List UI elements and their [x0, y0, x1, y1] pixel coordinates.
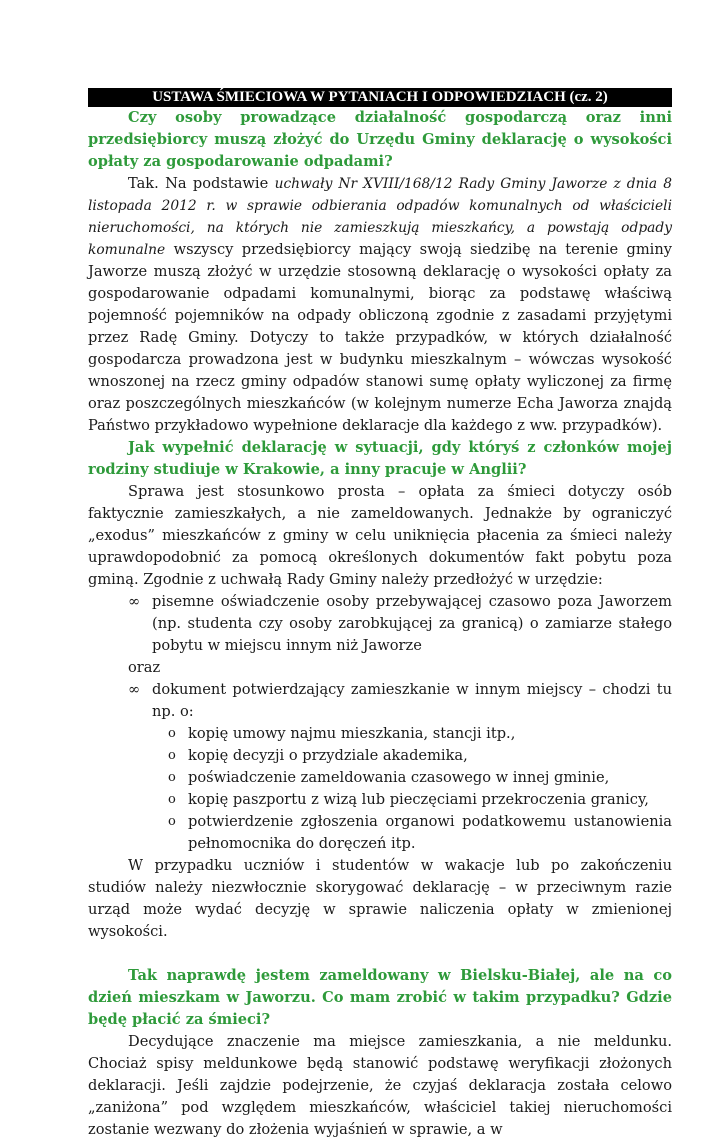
circle-bullet-icon: o — [168, 770, 176, 785]
question-3: Tak naprawdę jestem zameldowany w Bielsku-Białej, ale na co dzień mieszkam w Jaworzu. Co mam zrobić w takim przypadku? Gdzie będę płacić za śmieci? — [88, 967, 672, 1028]
answer-3: Decydujące znaczenie ma miejsce zamieszkania, a nie meldunku. Chociaż spisy meldunkowe będą stanowić podstawę weryfikacji złożonych deklaracji. Jeśli zajdzie podejrzenie, że czyjaś deklaracja została celowo „zaniżona” pod względem mieszkańców, właściciel takiej nieruchomości zostanie wezwany do złożenia wyjaśnień w sprawie, a w — [88, 1033, 672, 1138]
circle-bullet-icon: o — [168, 748, 176, 763]
list-item — [168, 723, 672, 745]
document-examples-list — [88, 723, 672, 855]
circle-bullet-icon: o — [168, 792, 176, 807]
answer-1-lead: Tak. Na podstawie — [128, 175, 275, 192]
required-documents-list — [88, 591, 672, 657]
list-item — [168, 767, 672, 789]
list-item-text: kopię umowy najmu mieszkania, stancji itp., — [188, 725, 516, 742]
list-item — [128, 591, 672, 657]
list-item-text: kopię paszportu z wizą lub pieczęciami przekroczenia granicy, — [188, 791, 649, 808]
answer-2-conclusion: W przypadku uczniów i studentów w wakacje lub po zakończeniu studiów należy niezwłocznie skorygować deklarację – w przeciwnym razie urząd może wydać decyzję w sprawie naliczenia opłaty w zmienionej wysokości. — [88, 857, 672, 940]
spacer — [88, 943, 672, 965]
question-2: Jak wypełnić deklarację w sytuacji, gdy któryś z członków mojej rodziny studiuje w Krakowie, a inny pracuje w Anglii? — [88, 439, 672, 478]
circle-bullet-icon: o — [168, 814, 176, 829]
question-1: Czy osoby prowadzące działalność gospodarczą oraz inni przedsiębiorcy muszą złożyć do Urzędu Gminy deklarację o wysokości opłaty za gospodarowanie odpadami? — [88, 109, 672, 170]
list-item — [168, 811, 672, 855]
required-documents-list-2 — [88, 679, 672, 723]
list-item — [168, 745, 672, 767]
answer-2: Sprawa jest stosunkowo prosta – opłata za śmieci dotyczy osób faktycznie zamieszkałych, a nie zameldowanych. Jednakże by ograniczyć „exodus” mieszkańców z gminy w celu uniknięcia płacenia za śmieci należy uprawdopodobnić za pomocą określonych dokumentów fakt pobytu poza gminą. Zgodnie z uchwałą Rady Gminy należy przedłożyć w urzędzie: — [88, 483, 672, 588]
infinity-bullet-icon: ∞ — [128, 681, 141, 698]
document-title: USTAWA ŚMIECIOWA W PYTANIACH I ODPOWIEDZIACH (cz. 2) — [88, 88, 672, 107]
infinity-bullet-icon: ∞ — [128, 593, 141, 610]
circle-bullet-icon: o — [168, 726, 176, 741]
list-item-text: kopię decyzji o przydziale akademika, — [188, 747, 468, 764]
list-item-text: dokument potwierdzający zamieszkanie w innym miejscy – chodzi tu np. o: — [152, 681, 672, 720]
list-item-text: potwierdzenie zgłoszenia organowi podatkowemu ustanowienia pełnomocnika do doręczeń itp. — [188, 813, 672, 852]
conjunction-text: oraz — [128, 659, 161, 676]
list-item — [128, 679, 672, 723]
answer-1-resolution-citation: uchwały Nr XVIII/168/12 Rady Gminy Jaworze z dnia 8 listopada 2012 r. w sprawie odbierania odpadów komunalnych od właścicieli nieruchomości, na których nie zamieszkują mieszkańcy, a powstają odpady komunalne — [88, 176, 672, 258]
list-item-text: pisemne oświadczenie osoby przebywającej czasowo poza Jaworzem (np. studenta czy osoby zarobkującej za granicą) o zamiarze stałego pobytu w miejscu innym niż Jaworze — [152, 593, 672, 654]
answer-1-body: wszyscy przedsiębiorcy mający swoją siedzibę na terenie gminy Jaworze muszą złożyć w urzędzie stosowną deklarację o wysokości opłaty za gospodarowanie odpadami komunalnymi, biorąc za podstawę właściwą pojemność pojemników na odpady obliczoną zgodnie z zasadami przyjętymi przez Radę Gminy. Dotyczy to także przypadków, w których działalność gospodarcza prowadzona jest w budynku mieszkalnym – wówczas wysokość wnoszonej na rzecz gminy odpadów stanowi sumę opłaty wyliczonej za firmę oraz poszczególnych mieszkańców (w kolejnym numerze Echa Jaworza znajdą Państwo przykładowo wypełnione deklaracje dla każdego z ww. przypadków). — [88, 241, 672, 434]
list-item — [168, 789, 672, 811]
answer-1 — [88, 173, 672, 437]
list-item-text: poświadczenie zameldowania czasowego w innej gminie, — [188, 769, 610, 786]
